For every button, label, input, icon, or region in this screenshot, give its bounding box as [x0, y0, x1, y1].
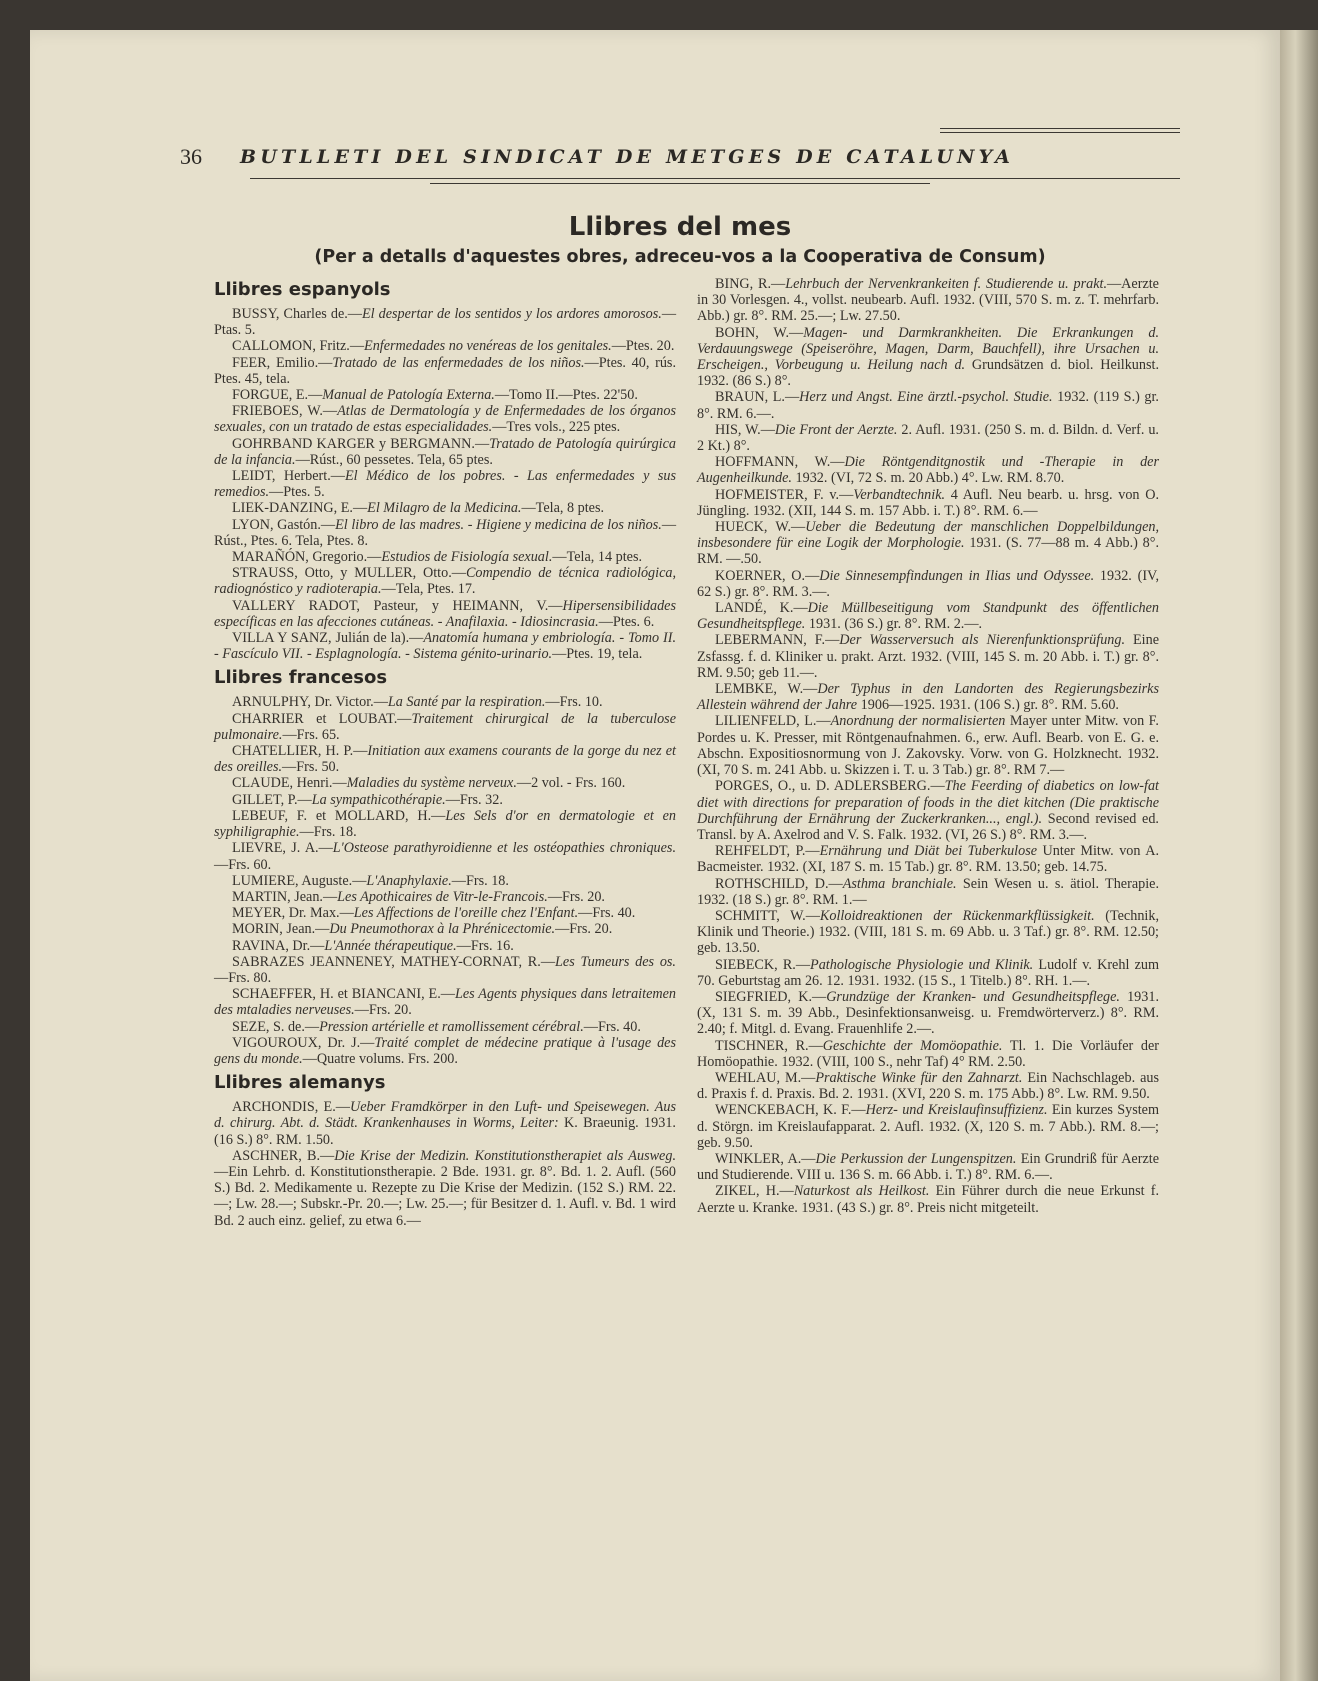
- book-entry: [697, 843, 1159, 875]
- book-entry: [697, 713, 1159, 778]
- book-entry: [697, 908, 1159, 957]
- entry-title: Pathologische Physiologie und Klinik.: [810, 956, 1034, 973]
- book-entry: [214, 630, 676, 662]
- entry-title: L'Année thérapeutique.: [324, 937, 457, 954]
- book-entry: [697, 600, 1159, 632]
- page-subtitle: (Per a detalls d'aquestes obres, adreceu-vos a la Cooperativa de Consum): [314, 247, 1046, 267]
- entry-author: LIEK-DANZING, E.—: [232, 500, 368, 517]
- book-entry: [214, 598, 676, 630]
- entry-title: L'Anaphylaxie.: [366, 872, 452, 889]
- book-entry: [697, 1070, 1159, 1102]
- entry-author: ARNULPHY, Dr. Victor.—: [232, 694, 388, 711]
- entry-details: —Ptes. 40, rús. Ptes. 45, tela.: [214, 354, 676, 387]
- list-alemanys-left: [214, 1099, 676, 1229]
- entry-details: —Ptes. 5.: [269, 484, 325, 501]
- entry-author: HIS, W.—: [715, 421, 775, 438]
- entry-details: Grundsätzen d. biol. Heilkunst. 1932. (86 S.) 8°.: [697, 357, 1159, 390]
- entry-author: LEBEUF, F. et MOLLARD, H.—: [232, 807, 446, 824]
- entry-title: Les Apothicaires de Vitr-le-Francois.: [337, 888, 548, 905]
- entry-title: Anatomía humana y embriología. - Tomo II. - Fascículo VII. - Esplagnología. - Sistema génito-urinario.: [214, 630, 677, 663]
- entry-details: —Tomo II.—Ptes. 22'50.: [494, 387, 638, 404]
- book-entry: [214, 387, 676, 403]
- entry-title: Compendio de técnica radiológica, radiognóstico y radioterapia.: [214, 565, 677, 598]
- entry-details: —Frs. 20.: [555, 921, 613, 938]
- entry-title: Herz- und Kreislaufinsuffizienz.: [865, 1102, 1048, 1119]
- entry-details: —Ptes. 19, tela.: [552, 646, 643, 663]
- book-entry: [697, 487, 1159, 519]
- entry-author: LYON, Gastón.—: [232, 516, 336, 533]
- book-entry: [214, 517, 676, 549]
- entry-author: STRAUSS, Otto, y MULLER, Otto.—: [232, 565, 466, 582]
- entry-details: —Frs. 60.: [214, 856, 272, 873]
- book-entry: [214, 403, 676, 435]
- entry-title: Der Typhus in den Landorten des Regierungsbezirks Allestein während der Jahre: [697, 681, 1159, 714]
- book-entry: [697, 632, 1159, 681]
- book-entry: [214, 792, 676, 808]
- entry-author: BOHN, W.—: [715, 324, 804, 341]
- entry-details: —Tela, Ptes. 17.: [381, 581, 476, 598]
- entry-details: 1932. (119 S.) gr. 8°. RM. 6.—.: [697, 389, 1159, 422]
- book-entry: [214, 775, 676, 791]
- entry-author: WEHLAU, M.—: [715, 1069, 816, 1086]
- entry-title: Du Pneumothorax à la Phrénicectomie.: [329, 921, 556, 938]
- book-entry: [214, 889, 676, 905]
- book-entry: [697, 681, 1159, 713]
- section-heading-francesos: Llibres francesos: [214, 667, 388, 689]
- entry-title: Ueber die Bedeutung der manschlichen Doppelbildungen, insbesondere für eine Logik der Morphologie.: [697, 519, 1160, 552]
- entry-title: Enfermedades no venéreas de los genitales.: [364, 338, 612, 355]
- entry-details: Mayer unter Mitw. von F. Pordes u. K. Presser, mit Röntgenaufnahmen. 6., erw. Aufl. Bearb. von E. G. e. Abschn. Expositiosnormung von J. Zakovsky. Vorw. von G. Holzknecht. 1932. (XI, 70 S. m. 241 Abb. u. Skizzen i. T. u. 3 Tab.) gr. 8°. RM 7.—: [697, 713, 1159, 779]
- entry-author: LILIENFELD, L.—: [715, 713, 831, 730]
- book-entry: [214, 468, 676, 500]
- entry-author: BUSSY, Charles de.—: [232, 306, 362, 322]
- entry-author: FEER, Emilio.—: [232, 354, 333, 371]
- entry-details: —Frs. 10.: [545, 694, 603, 711]
- entry-title: Die Krise der Medizin. Konstitutionstherapiet als Ausweg.: [334, 1147, 676, 1164]
- entry-details: —2 vol. - Frs. 160.: [516, 775, 626, 792]
- book-entry: [214, 355, 676, 387]
- entry-author: LUMIERE, Auguste.—: [232, 872, 367, 889]
- book-entry: [697, 1038, 1159, 1070]
- entry-author: LEBERMANN, F.—: [715, 632, 840, 649]
- entry-title: Asthma branchiale.: [842, 875, 957, 892]
- book-entry: [697, 422, 1159, 454]
- entry-title: Die Sinnesempfindungen in Ilias und Odyssee.: [819, 567, 1095, 584]
- entry-author: VALLERY RADOT, Pasteur, y HEIMANN, V.—: [232, 597, 563, 614]
- entry-title: Traité complet de médecine pratique à l'usage des gens du monde.: [214, 1034, 676, 1067]
- entry-details: Tl. 1. Die Vorläufer der Homöopathie. 1932. (VIII, 100 S., nehr Taf) 4° RM. 2.50.: [697, 1037, 1160, 1070]
- entry-title: The Feerding of diabetics on low-fat diet with directions for preparation of foods in the diet kitchen (Die praktische Durchführung der Ernährung der Zuckerkranken..., engl.).: [697, 778, 1159, 827]
- entry-author: CALLOMON, Fritz.—: [232, 338, 365, 355]
- entry-details: 1932. (IV, 62 S.) gr. 8°. RM. 3.—.: [697, 567, 1160, 600]
- entry-details: Ludolf v. Krehl zum 70. Geburtstag am 26. 12. 1931. 1932. (15 S., 1 Titelb.) 8°. RH. 1.—.: [697, 956, 1159, 989]
- entry-author: GOHRBAND KARGER y BERGMANN.—: [232, 435, 490, 452]
- book-entry: [214, 565, 676, 597]
- section-heading-alemanys: Llibres alemanys: [214, 1072, 386, 1094]
- entry-title: Manual de Patología Externa.: [322, 387, 495, 404]
- running-title: BUTLLETI DEL SINDICAT DE METGES DE CATALUNYA: [240, 146, 1015, 168]
- entry-author: SEZE, S. de.—: [232, 1018, 320, 1035]
- entry-details: —Tela, 8 ptes.: [521, 500, 605, 517]
- book-entry: [214, 840, 676, 872]
- entry-details: —Tela, 14 ptes.: [552, 549, 643, 566]
- entry-details: 1932. (VI, 72 S. m. 20 Abb.) 4°. Lw. RM. 8.70.: [791, 470, 1065, 487]
- section-heading-espanyols: Llibres espanyols: [214, 279, 391, 300]
- entry-title: Ernährung und Diät bei Tuberkulose: [819, 843, 1038, 860]
- entry-details: —Frs. 32.: [445, 791, 503, 808]
- entry-details: —Rúst., 60 pessetes. Tela, 65 ptes.: [295, 451, 493, 468]
- entry-title: Ueber Framdkörper in den Luft- und Speisewegen. Aus d. chirurg. Abt. d. Städt. Krankenhauses in Worms, Leiter:: [214, 1099, 677, 1132]
- entry-title: Traitement chirurgical de la tuberculose pulmonaire.: [214, 710, 676, 743]
- entry-details: Ein Führer durch die neue Erkunst f. Aerzte u. Kranke. 1931. (43 S.) gr. 8°. Preis nicht mitgeteilt.: [697, 1183, 1160, 1216]
- entry-title: Die Front der Aerzte.: [774, 421, 898, 438]
- entry-title: Maladies du système nerveux.: [346, 775, 517, 792]
- entry-details: 1931. (X, 131 S. m. 39 Abb., Desinfektionsanweisg. u. Fremdwörterverz.) 8°. RM. 2.40; f. Mitgl. d. Evang. Frauenhlife 2.—.: [697, 988, 1159, 1038]
- entry-author: CHATELLIER, H. P.—: [232, 743, 368, 760]
- entry-author: CLAUDE, Henri.—: [232, 775, 347, 792]
- entry-author: VIGOUROUX, Dr. J.—: [232, 1034, 375, 1051]
- book-entry: [697, 389, 1159, 421]
- entry-title: Anordnung der normalisierten: [830, 713, 1006, 730]
- entry-author: MEYER, Dr. Max.—: [232, 905, 354, 922]
- entry-author: RAVINA, Dr.—: [232, 937, 325, 954]
- entry-author: BRAUN, L.—: [715, 389, 800, 406]
- entry-title: Die Röntgenditgnostik und -Therapie in der Augenheilkunde.: [697, 454, 1159, 487]
- header-rule-top-right: [940, 128, 1180, 129]
- entry-details: Unter Mitw. von A. Bacmeister. 1932. (XI, 187 S. m. 15 Tab.) gr. 8°. RM. 13.50; geb. 14.75.: [697, 843, 1159, 876]
- book-entry: [214, 306, 676, 338]
- entry-title: Der Wasserversuch als Nierenfunktionsprüfung.: [839, 632, 1126, 649]
- entry-title: Magen- und Darmkrankheiten. Die Erkrankungen d. Verdauungswege (Speiseröhre, Magen, Darm, Bauchfell), ihre Ursachen u. Erscheigen., Vorbeugung u. Heilung nach d.: [697, 324, 1160, 374]
- book-entry: [214, 905, 676, 921]
- entry-details: 1931. (36 S.) gr. 8°. RM. 2.—.: [805, 616, 983, 633]
- entry-author: SIEBECK, R.—: [715, 956, 811, 973]
- entry-details: Ein Grundriß für Aerzte und Studierende. VIII u. 136 S. m. 66 Abb. i. T.) 8°. RM. 6.—.: [697, 1150, 1159, 1184]
- entry-details: —Frs. 18.: [451, 872, 509, 889]
- entry-title: El libro de las madres. - Higiene y medicina de los niños.: [335, 516, 662, 533]
- entry-details: —Frs. 40.: [583, 1018, 641, 1035]
- entry-author: MARTIN, Jean.—: [232, 888, 338, 905]
- entry-author: HOFMEISTER, F. v.—: [715, 486, 854, 503]
- entry-author: LEMBKE, W.—: [715, 681, 818, 698]
- entry-details: —Frs. 16.: [456, 937, 514, 954]
- entry-title: Herz und Angst. Eine ärztl.-psychol. Studie.: [799, 389, 1053, 406]
- header-rule-bottom: [250, 178, 1180, 179]
- entry-details: —Frs. 20.: [354, 1002, 412, 1019]
- book-entry: [214, 938, 676, 954]
- entry-details: Eine Zsfassg. f. d. Kliniker u. prakt. Arzt. 1932. (VIII, 145 S. m. 20 Abb. i. T.) gr. 8°. RM. 9.50; geb 11.—.: [697, 632, 1160, 681]
- entry-author: ZIKEL, H.—: [715, 1183, 794, 1200]
- entry-title: Atlas de Dermatología y de Enfermedades de los órganos sexuales, con un tratado de estas especialidades.: [214, 403, 676, 436]
- book-entry: [214, 986, 676, 1018]
- entry-details: —Frs. 50.: [282, 759, 340, 776]
- entry-author: SABRAZES JEANNENEY, MATHEY-CORNAT, R.—: [232, 953, 556, 970]
- page-header: [180, 128, 1180, 186]
- page-number: 36: [180, 144, 202, 169]
- entry-details: 1931. (S. 77—88 m. 4 Abb.) 8°. RM. —.50.: [697, 535, 1159, 568]
- entry-author: MORIN, Jean.—: [232, 921, 330, 938]
- entry-details: K. Braeunig. 1931. (16 S.) 8°. RM. 1.50.: [214, 1115, 676, 1148]
- entry-details: —Ptas. 5.: [214, 306, 676, 339]
- entry-title: La sympathicothérapie.: [311, 791, 446, 808]
- entry-details: 4 Aufl. Neu bearb. u. hrsg. von O. Jüngling. 1932. (XII, 144 S. m. 157 Abb. i. T.) 8°. RM. 6.—: [697, 486, 1160, 519]
- book-entry: [697, 1151, 1159, 1183]
- entry-details: Second revised ed. Transl. by A. Axelrod and V. S. Falk. 1932. (VI, 26 S.) 8°. RM. 3.—.: [697, 810, 1159, 843]
- entry-title: Tratado de las enfermedades de los niños.: [332, 354, 585, 371]
- entry-title: Die Müllbeseitigung vom Standpunkt des öffentlichen Gesundheitspflege.: [697, 600, 1159, 633]
- entry-author: HUECK, W.—: [715, 519, 806, 536]
- entry-author: ROTHSCHILD, D.—: [715, 875, 843, 892]
- left-column: [214, 276, 676, 1229]
- entry-author: LIEVRE, J. A.—: [232, 840, 333, 857]
- entry-author: SCHAEFFER, H. et BIANCANI, E.—: [232, 986, 455, 1003]
- entry-author: SCHMITT, W.—: [715, 907, 820, 924]
- entry-title: Les Sels d'or en dermatologie et en syphiligraphie.: [214, 807, 676, 841]
- entry-title: El Milagro de la Medicina.: [367, 500, 522, 517]
- entry-author: SIEGFRIED, K.—: [715, 988, 827, 1005]
- entry-author: HOFFMANN, W.—: [715, 454, 845, 471]
- list-espanyols: [214, 306, 676, 662]
- entry-title: Les Agents physiques dans letraitemen des mtaladies nerveuses.: [214, 986, 676, 1019]
- entry-author: WENCKEBACH, K. F.—: [715, 1102, 866, 1119]
- book-entry: [214, 500, 676, 516]
- entry-author: FORGUE, E.—: [232, 387, 323, 404]
- entry-author: PORGES, O., u. D. ADLERSBERG.—: [715, 778, 945, 795]
- entry-details: —Ptes. 6.: [598, 613, 655, 630]
- entry-details: —Frs. 65.: [282, 726, 340, 743]
- entry-title: Grundzüge der Kranken- und Gesundheitspflege.: [826, 988, 1120, 1005]
- book-entry: [697, 1183, 1159, 1215]
- book-entry: [214, 694, 676, 710]
- book-entry: [214, 1035, 676, 1067]
- header-row: [180, 142, 1180, 172]
- header-rule-bottom-2: [430, 183, 930, 184]
- header-rule-top-right-2: [940, 132, 1180, 133]
- entry-details: (Technik, Klinik und Theorie.) 1932. (VIII, 181 S. m. 69 Abb. u. 3 Taf.) gr. 8°. RM. 12.50; geb. 13.50.: [697, 907, 1159, 957]
- entry-author: LEIDT, Herbert.—: [232, 468, 345, 485]
- entry-title: El despertar de los sentidos y los ardores amorosos.: [361, 306, 662, 322]
- entry-author: GILLET, P.—: [232, 791, 312, 808]
- book-entry: [697, 989, 1159, 1038]
- book-entry: [214, 954, 676, 986]
- list-alemanys-right: [697, 276, 1159, 1216]
- entry-details: —Frs. 80.: [214, 969, 272, 986]
- book-entry: [697, 325, 1159, 390]
- entry-author: KOERNER, O.—: [715, 567, 820, 584]
- entry-title: Estudios de Fisiología sexual.: [381, 549, 553, 566]
- entry-title: Les Affections de l'oreille chez l'Enfant.: [353, 905, 579, 922]
- entry-title: Verbandtechnik.: [853, 486, 946, 503]
- next-page-edge: [1280, 30, 1318, 1681]
- book-entry: [214, 1099, 676, 1148]
- entry-details: —Aerzte in 30 Vorlesgen. 4., vollst. neubearb. Aufl. 1932. (VIII, 570 S. m. z. T. mehrfarb. Abb.) gr. 8°. RM. 25.—; Lw. 27.50.: [697, 276, 1159, 325]
- entry-details: —Ein Lehrb. d. Konstitutionstherapie. 2 Bde. 1931. gr. 8°. Bd. 1. 2. Aufl. (560 S.) Bd. 2. Medikamente u. Rezepte zu Die Krise der Medizin. (152 S.) RM. 22.—; Lw. 28.—; Subskr.-Pr. 20.—; Lw. 25.—; für Besitzer d. 1. Aufl. v. Bd. 1 wird Bd. 2 auch einz. gelief, zu etwa 6.—: [214, 1163, 676, 1229]
- book-entry: [214, 873, 676, 889]
- book-entry: [214, 436, 676, 468]
- book-entry: [214, 808, 676, 840]
- entry-title: Les Tumeurs des os.: [555, 953, 676, 970]
- entry-title: Naturkost als Heilkost.: [793, 1183, 930, 1200]
- book-entry: [214, 743, 676, 775]
- entry-details: 1906—1925. 1931. (106 S.) gr. 8°. RM. 5.60.: [857, 697, 1119, 714]
- entry-title: Lehrbuch der Nervenkrankeiten f. Studierende u. prakt.: [785, 276, 1107, 292]
- book-entry: [697, 568, 1159, 600]
- list-francesos: [214, 694, 676, 1067]
- entry-details: —Quatre volums. Frs. 200.: [302, 1050, 458, 1067]
- entry-title: La Santé par la respiration.: [387, 694, 546, 711]
- entry-author: WINKLER, A.—: [715, 1150, 816, 1167]
- book-entry: [697, 778, 1159, 843]
- entry-title: Geschichte der Momöopathie.: [822, 1037, 1003, 1054]
- entry-title: Praktische Winke für den Zahnarzt.: [815, 1069, 1023, 1086]
- book-entry: [697, 276, 1159, 325]
- book-entry: [697, 454, 1159, 486]
- book-entry: [214, 921, 676, 937]
- entry-title: Kolloidreaktionen der Rückenmarkflüssigkeit.: [819, 907, 1095, 924]
- entry-details: —Tres vols., 225 ptes.: [492, 419, 621, 436]
- entry-title: Hipersensibilidades específicas en las afecciones cutáneas. - Anafilaxia. - Idiosincrasia.: [214, 597, 676, 630]
- entry-details: —Frs. 20.: [547, 888, 605, 905]
- entry-details: 2. Aufl. 1931. (250 S. m. d. Bildn. d. Verf. u. 2 Kt.) 8°.: [697, 421, 1159, 455]
- book-entry: [214, 1019, 676, 1035]
- entry-details: —Frs. 18.: [299, 824, 357, 841]
- entry-author: REHFELDT, P.—: [715, 843, 820, 860]
- entry-author: ASCHNER, B.—: [232, 1147, 335, 1164]
- entry-title: El Médico de los pobres. - Las enfermedades y sus remedios.: [214, 468, 676, 501]
- entry-title: Die Perkussion der Lungenspitzen.: [815, 1150, 1017, 1167]
- right-column: [697, 276, 1159, 1216]
- entry-author: VILLA Y SANZ, Julián de la).—: [232, 630, 424, 647]
- book-entry: [697, 876, 1159, 908]
- entry-details: Ein Nachschlageb. aus d. Praxis f. d. Praxis. Bd. 2. 1931. (XVI, 220 S. m. 175 Abb.) 8°. Lw. RM. 9.50.: [697, 1069, 1159, 1103]
- book-entry: [214, 549, 676, 565]
- book-entry: [214, 338, 676, 354]
- entry-details: Sein Wesen u. s. ätiol. Therapie. 1932. (18 S.) gr. 8°. RM. 1.—: [697, 875, 1159, 908]
- book-entry: [214, 711, 676, 743]
- entry-author: CHARRIER et LOUBAT.—: [232, 710, 412, 727]
- entry-author: LANDÉ, K.—: [715, 600, 808, 617]
- book-entry: [697, 957, 1159, 989]
- entry-author: BING, R.—: [715, 276, 786, 292]
- entry-author: FRIEBOES, W.—: [232, 403, 338, 420]
- entry-title: Tratado de Patología quirúrgica de la infancia.: [214, 435, 676, 468]
- entry-author: MARAÑÓN, Gregorio.—: [232, 549, 382, 566]
- book-entry: [697, 519, 1159, 568]
- book-entry: [214, 1148, 676, 1229]
- entry-title: L'Osteose parathyroidienne et les ostéopathies chroniques.: [332, 840, 676, 857]
- entry-details: Ein kurzes System d. Störgn. im Kreislaufapparat. 2. Aufl. 1932. (X, 120 S. m. 7 Abb.). RM. 8.—; geb. 9.50.: [697, 1102, 1159, 1151]
- entry-details: —Ptes. 20.: [611, 338, 675, 355]
- entry-author: TISCHNER, R.—: [715, 1037, 823, 1054]
- entry-author: ARCHONDIS, E.—: [232, 1099, 350, 1116]
- entry-details: —Frs. 40.: [578, 905, 636, 922]
- page-title: Llibres del mes: [568, 212, 792, 242]
- entry-details: —Rúst., Ptes. 6. Tela, Ptes. 8.: [214, 516, 676, 549]
- book-entry: [697, 1102, 1159, 1151]
- entry-title: Pression artérielle et ramollissement cérébral.: [319, 1018, 584, 1035]
- entry-title: Initiation aux examens courants de la gorge du nez et des oreilles.: [214, 743, 676, 776]
